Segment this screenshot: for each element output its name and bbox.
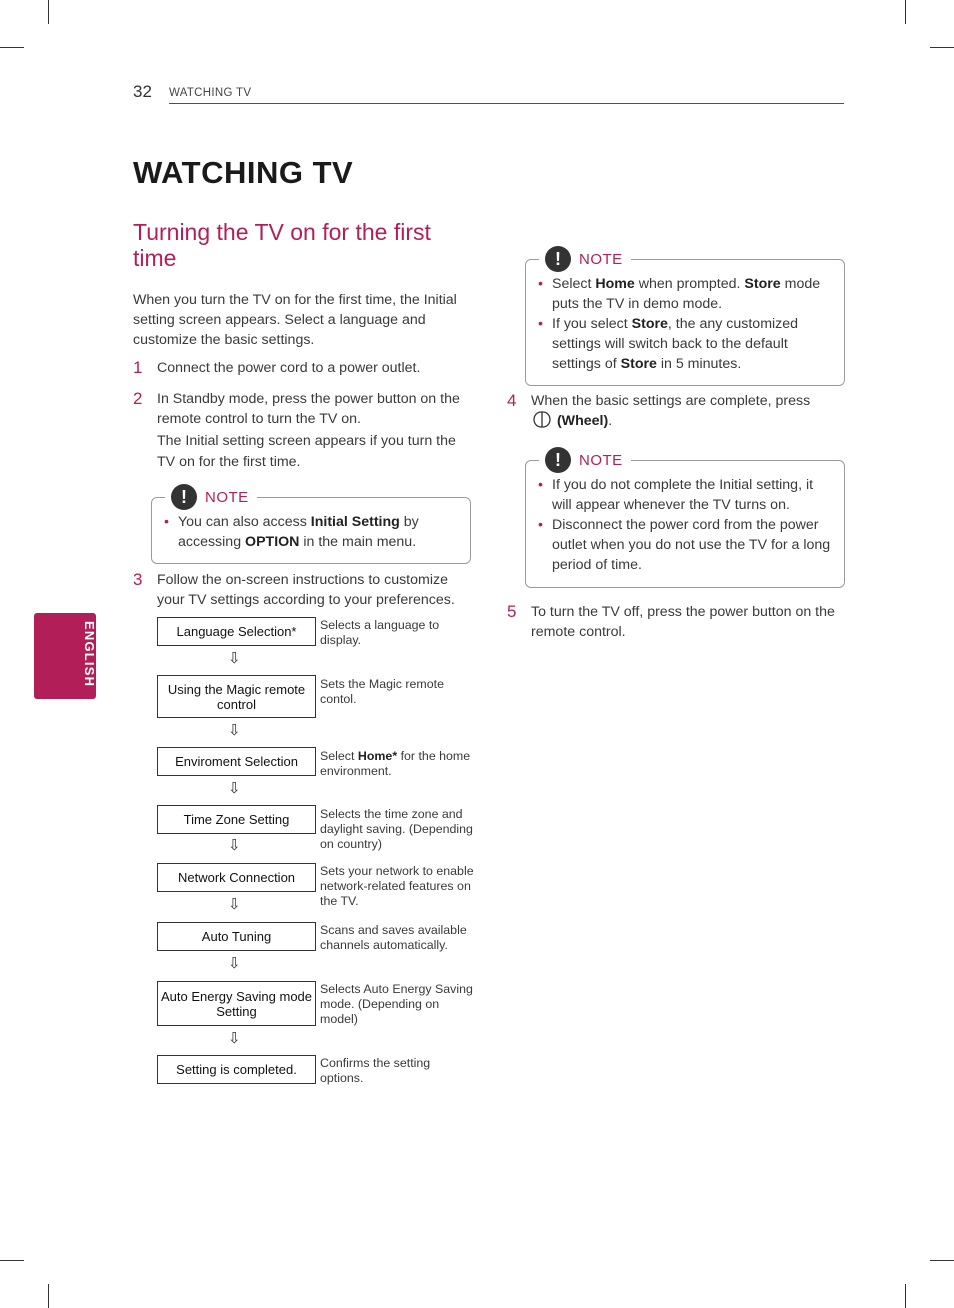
step-number: 2 xyxy=(133,389,143,408)
down-arrow-icon: ⇩ xyxy=(228,896,241,913)
down-arrow-icon: ⇩ xyxy=(228,955,241,972)
down-arrow-icon: ⇩ xyxy=(228,780,241,797)
note-label: NOTE xyxy=(579,451,623,469)
down-arrow-icon: ⇩ xyxy=(228,837,241,854)
wheel-icon xyxy=(533,411,551,434)
down-arrow-icon: ⇩ xyxy=(228,650,241,667)
exclamation-icon: ! xyxy=(545,447,571,473)
note-list xyxy=(538,274,828,374)
note-header xyxy=(539,245,631,273)
down-arrow-icon: ⇩ xyxy=(228,1030,241,1047)
flow-step-box: Time Zone Setting xyxy=(157,805,316,834)
step-text: In Standby mode, press the power button on the remote control to turn the TV on. xyxy=(157,391,460,427)
step-text: Connect the power cord to a power outlet. xyxy=(157,360,421,376)
running-header: WATCHING TV xyxy=(169,87,252,99)
crop-mark xyxy=(48,0,49,24)
flow-step-description: Sets your network to enable network-related features on the TV. xyxy=(320,864,474,908)
flow-step-box: Auto Energy Saving mode Setting xyxy=(157,981,316,1026)
exclamation-icon: ! xyxy=(171,484,197,510)
note-item: • If you do not complete the Initial setting, it will appear whenever the TV turns on. xyxy=(538,475,834,515)
crop-mark xyxy=(905,1284,906,1308)
note-header xyxy=(165,483,257,511)
exclamation-icon: ! xyxy=(545,246,571,272)
page-number: 32 xyxy=(133,82,152,101)
language-tab-label: ENGLISH xyxy=(82,621,97,688)
down-arrow-icon: ⇩ xyxy=(228,722,241,739)
flow-step-description: Selects Auto Energy Saving mode. (Depending on model) xyxy=(320,982,473,1026)
crop-mark xyxy=(905,0,906,24)
note-list xyxy=(164,512,464,552)
step-text: When the basic settings are complete, press (Wheel). xyxy=(531,391,831,434)
language-tab xyxy=(34,613,96,699)
note-item: • You can also access Initial Setting by accessing OPTION in the main menu. xyxy=(164,512,464,552)
step-number: 1 xyxy=(133,358,143,377)
flow-step-description: Selects the time zone and daylight saving. (Depending on country) xyxy=(320,807,473,851)
note-header xyxy=(539,446,631,474)
flow-step-box: Setting is completed. xyxy=(157,1055,316,1084)
step-number: 4 xyxy=(507,391,517,410)
note-box xyxy=(525,249,845,386)
page-title: WATCHING TV xyxy=(133,155,354,190)
flow-step-box: Language Selection* xyxy=(157,617,316,646)
crop-mark xyxy=(0,1260,24,1261)
flow-step-box: Network Connection xyxy=(157,863,316,892)
flow-step-box: Auto Tuning xyxy=(157,922,316,951)
step-number: 5 xyxy=(507,602,517,621)
intro-paragraph: When you turn the TV on for the first time, the Initial setting screen appears. Select a language and customize the basic settings. xyxy=(133,292,457,348)
step-text: To turn the TV off, press the power button on the remote control. xyxy=(531,604,835,640)
note-item: • If you select Store, the any customized settings will switch back to the default settings of Store in 5 minutes. xyxy=(538,314,828,374)
note-item: • Select Home when prompted. Store mode puts the TV in demo mode. xyxy=(538,274,828,314)
note-list xyxy=(538,475,834,575)
step-subtext: The Initial setting screen appears if you turn the TV on for the first time. xyxy=(157,433,456,470)
flow-step-box: Using the Magic remote control xyxy=(157,675,316,718)
header-rule xyxy=(169,103,844,104)
note-box xyxy=(525,450,845,588)
flow-step-box: Enviroment Selection xyxy=(157,747,316,776)
flow-step-description: Scans and saves available channels automatically. xyxy=(320,923,467,952)
flow-step-description: Confirms the setting options. xyxy=(320,1056,431,1085)
flow-step-description: Sets the Magic remote contol. xyxy=(320,677,444,706)
note-label: NOTE xyxy=(205,488,249,506)
crop-mark xyxy=(0,47,24,48)
crop-mark xyxy=(930,1260,954,1261)
flow-step-description: Select Home* for the home environment. xyxy=(320,749,471,778)
crop-mark xyxy=(48,1284,49,1308)
step-number: 3 xyxy=(133,570,143,589)
flow-step-description: Selects a language to display. xyxy=(320,618,440,647)
note-label: NOTE xyxy=(579,250,623,268)
note-box xyxy=(151,487,471,564)
step-text: Follow the on-screen instructions to customize your TV settings according to your preferences. xyxy=(157,572,455,608)
section-subtitle: Turning the TV on for the first time xyxy=(133,219,431,271)
crop-mark xyxy=(930,47,954,48)
note-item: • Disconnect the power cord from the power outlet when you do not use the TV for a long period of time. xyxy=(538,515,834,575)
